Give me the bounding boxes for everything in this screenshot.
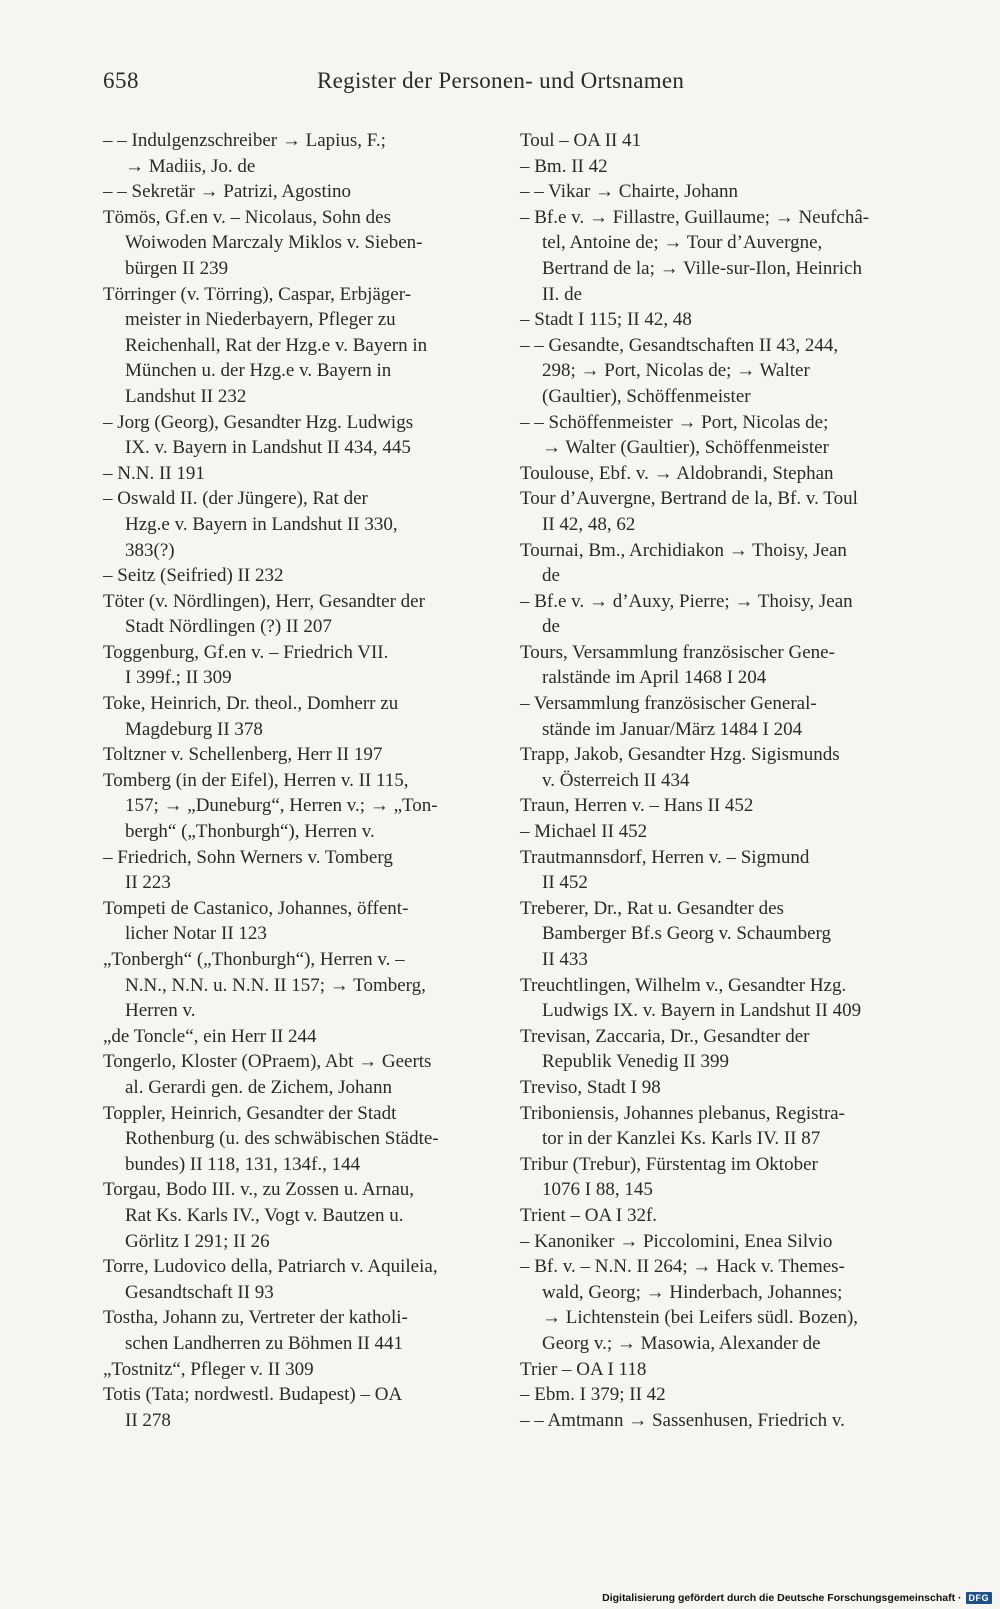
entry-line: Trevisan, Zaccaria, Dr., Gesandter der: [520, 1025, 810, 1047]
index-entry: [520, 461, 912, 487]
index-entry: [520, 640, 912, 691]
entry-line: Tömös, Gf.en v. – Nicolaus, Sohn des: [103, 206, 391, 228]
entry-line: Treviso, Stadt I 98: [520, 1076, 661, 1098]
entry-continuation-line: II 452: [542, 872, 588, 894]
index-entry: [520, 1203, 912, 1229]
entry-line: Törringer (v. Törring), Caspar, Erbjäger-: [103, 283, 412, 305]
index-entry: [520, 691, 912, 742]
entry-continuation-line: Görlitz I 291; II 26: [125, 1230, 270, 1252]
entry-line: – Bf.e v. → d’Auxy, Pierre; → Thoisy, Jean: [520, 590, 853, 612]
entry-line: – Friedrich, Sohn Werners v. Tomberg: [103, 846, 393, 868]
entry-line: Torgau, Bodo III. v., zu Zossen u. Arnau,: [103, 1179, 415, 1201]
entry-continuation-line: München u. der Hzg.e v. Bayern in: [125, 360, 392, 382]
entry-continuation-line: de: [542, 616, 560, 638]
entry-line: Toltzner v. Schellenberg, Herr II 197: [103, 744, 383, 766]
index-entry: [520, 793, 912, 819]
entry-continuation-line: Woiwoden Marczaly Miklos v. Sieben-: [125, 232, 423, 254]
entry-continuation-line: II 278: [125, 1409, 171, 1431]
entry-continuation-line: Stadt Nördlingen (?) II 207: [125, 616, 332, 638]
entry-continuation-line: Bamberger Bf.s Georg v. Schaumberg: [542, 923, 831, 945]
index-entry: [520, 1075, 912, 1101]
entry-continuation-line: 157; → „Duneburg“, Herren v.; → „Ton-: [125, 795, 438, 817]
entry-line: Treuchtlingen, Wilhelm v., Gesandter Hzg.: [520, 974, 847, 996]
index-column-left: [103, 128, 495, 1433]
entry-continuation-line: Rat Ks. Karls IV., Vogt v. Bautzen u.: [125, 1204, 404, 1226]
entry-line: – N.N. II 191: [103, 462, 205, 484]
entry-continuation-line: Herren v.: [125, 1000, 196, 1022]
entry-line: – – Gesandte, Gesandtschaften II 43, 244,: [520, 334, 839, 356]
entry-line: „de Toncle“, ein Herr II 244: [103, 1025, 317, 1047]
index-entry: [520, 1229, 912, 1255]
entry-line: Toke, Heinrich, Dr. theol., Domherr zu: [103, 693, 399, 715]
entry-line: Traun, Herren v. – Hans II 452: [520, 795, 754, 817]
entry-continuation-line: Republik Venedig II 399: [542, 1051, 729, 1073]
entry-continuation-line: Reichenhall, Rat der Hzg.e v. Bayern in: [125, 334, 428, 356]
entry-continuation-line: II 433: [542, 949, 588, 970]
index-entry: [520, 410, 912, 461]
entry-line: Tongerlo, Kloster (OPraem), Abt → Geerts: [103, 1051, 432, 1073]
index-entry: [103, 1305, 495, 1356]
index-entry: [520, 742, 912, 793]
entry-line: – – Indulgenzschreiber → Lapius, F.;: [103, 130, 386, 151]
entry-line: „Tostnitz“, Pfleger v. II 309: [103, 1358, 314, 1380]
index-entry: [520, 179, 912, 205]
index-entry: [103, 896, 495, 947]
index-entry: [520, 1024, 912, 1075]
entry-line: – Stadt I 115; II 42, 48: [520, 309, 692, 331]
index-entry: [103, 1382, 495, 1433]
entry-continuation-line: II 223: [125, 872, 171, 894]
index-entry: [103, 1101, 495, 1178]
entry-continuation-line: IX. v. Bayern in Landshut II 434, 445: [125, 437, 411, 459]
entry-line: Trient – OA I 32f.: [520, 1204, 658, 1226]
index-entry: [103, 640, 495, 691]
index-entry: [103, 282, 495, 410]
entry-line: – Oswald II. (der Jüngere), Rat der: [103, 488, 368, 510]
entry-continuation-line: bergh“ („Thonburgh“), Herren v.: [125, 821, 375, 843]
footer-text: Digitalisierung gefördert durch die Deutsche Forschungsgemeinschaft ·: [602, 1592, 962, 1604]
entry-line: Tostha, Johann zu, Vertreter der katholi-: [103, 1307, 408, 1329]
entry-continuation-line: I 399f.; II 309: [125, 667, 232, 689]
index-entry: [520, 1254, 912, 1356]
index-entry: [520, 154, 912, 180]
entry-continuation-line: (Gaultier), Schöffenmeister: [542, 385, 751, 407]
index-entry: [520, 333, 912, 410]
index-entry: [103, 1254, 495, 1305]
index-entry: [103, 461, 495, 487]
footer-credit: [602, 1590, 992, 1606]
index-entry: [103, 1177, 495, 1254]
entry-line: Torre, Ludovico della, Patriarch v. Aquileia,: [103, 1256, 438, 1278]
index-entry: [520, 973, 912, 1024]
entry-continuation-line: meister in Niederbayern, Pfleger zu: [125, 309, 396, 331]
entry-continuation-line: v. Österreich II 434: [542, 769, 690, 791]
entry-continuation-line: Landshut II 232: [125, 385, 247, 407]
entry-continuation-line: → Lichtenstein (bei Leifers südl. Bozen),: [542, 1307, 859, 1329]
page-header: [103, 68, 900, 104]
entry-continuation-line: 298; → Port, Nicolas de; → Walter: [542, 360, 810, 382]
index-entry: [520, 845, 912, 896]
index-entry: [103, 179, 495, 205]
index-entry: [520, 1152, 912, 1203]
entry-line: Totis (Tata; nordwestl. Budapest) – OA: [103, 1384, 403, 1406]
index-entry: [103, 205, 495, 282]
entry-line: Toulouse, Ebf. v. → Aldobrandi, Stephan: [520, 462, 834, 484]
entry-continuation-line: Georg v.; → Masowia, Alexander de: [542, 1332, 821, 1354]
entry-line: – – Amtmann → Sassenhusen, Friedrich v.: [520, 1409, 845, 1431]
index-entry: [103, 768, 495, 845]
entry-line: – Jorg (Georg), Gesandter Hzg. Ludwigs: [103, 411, 414, 433]
index-entry: [103, 486, 495, 563]
index-entry: [520, 589, 912, 640]
dfg-logo: DFG: [966, 1592, 993, 1604]
entry-continuation-line: Hzg.e v. Bayern in Landshut II 330,: [125, 513, 398, 535]
entry-continuation-line: stände im Januar/März 1484 I 204: [542, 718, 803, 740]
entry-line: Tournai, Bm., Archidiakon → Thoisy, Jean: [520, 539, 847, 561]
index-entry: [520, 128, 912, 154]
running-title: Register der Personen- und Ortsnamen: [317, 68, 685, 93]
entry-line: Trautmannsdorf, Herren v. – Sigmund: [520, 846, 810, 868]
entry-continuation-line: → Walter (Gaultier), Schöffenmeister: [542, 437, 829, 459]
index-entry: [520, 205, 912, 307]
entry-line: – Bf.e v. → Fillastre, Guillaume; → Neufchâ-: [520, 206, 870, 228]
index-entry: [520, 1357, 912, 1383]
index-entry: [103, 410, 495, 461]
entry-line: „Tonbergh“ („Thonburgh“), Herren v. –: [103, 949, 405, 970]
index-entry: [103, 563, 495, 589]
index-column-right: [520, 128, 912, 1433]
entry-continuation-line: al. Gerardi gen. de Zichem, Johann: [125, 1076, 392, 1098]
entry-line: Tomberg (in der Eifel), Herren v. II 115,: [103, 769, 409, 791]
entry-continuation-line: tel, Antoine de; → Tour d’Auvergne,: [542, 232, 823, 254]
entry-line: Tour d’Auvergne, Bertrand de la, Bf. v. Toul: [520, 488, 858, 510]
entry-continuation-line: Ludwigs IX. v. Bayern in Landshut II 409: [542, 1000, 862, 1022]
entry-line: Trapp, Jakob, Gesandter Hzg. Sigismunds: [520, 744, 840, 766]
entry-continuation-line: licher Notar II 123: [125, 923, 267, 945]
entry-continuation-line: 1076 I 88, 145: [542, 1179, 653, 1201]
entry-continuation-line: Magdeburg II 378: [125, 718, 263, 740]
entry-continuation-line: ralstände im April 1468 I 204: [542, 667, 767, 689]
entry-continuation-line: II 42, 48, 62: [542, 513, 636, 535]
entry-line: – – Schöffenmeister → Port, Nicolas de;: [520, 411, 829, 433]
entry-continuation-line: de: [542, 565, 560, 587]
entry-line: – Bf. v. – N.N. II 264; → Hack v. Themes-: [520, 1256, 845, 1278]
index-entry: [103, 128, 495, 179]
entry-line: Toppler, Heinrich, Gesandter der Stadt: [103, 1102, 397, 1124]
entry-continuation-line: bürgen II 239: [125, 257, 229, 279]
entry-continuation-line: N.N., N.N. u. N.N. II 157; → Tomberg,: [125, 974, 426, 996]
entry-line: Treberer, Dr., Rat u. Gesandter des: [520, 897, 784, 919]
index-entry: [103, 1049, 495, 1100]
entry-continuation-line: Rothenburg (u. des schwäbischen Städte-: [125, 1128, 439, 1150]
entry-line: – Michael II 452: [520, 821, 648, 843]
index-entry: [103, 947, 495, 1024]
entry-line: – – Vikar → Chairte, Johann: [520, 181, 739, 203]
entry-continuation-line: Gesandtschaft II 93: [125, 1281, 274, 1303]
index-entry: [103, 1357, 495, 1383]
entry-line: – Versammlung französischer General-: [520, 693, 817, 715]
entry-line: – Ebm. I 379; II 42: [520, 1384, 666, 1406]
entry-line: Trier – OA I 118: [520, 1358, 647, 1380]
entry-line: Triboniensis, Johannes plebanus, Registra-: [520, 1102, 845, 1124]
entry-continuation-line: 383(?): [125, 539, 175, 561]
entry-continuation-line: schen Landherren zu Böhmen II 441: [125, 1332, 404, 1354]
entry-line: Tribur (Trebur), Fürstentag im Oktober: [520, 1153, 818, 1175]
index-entry: [520, 896, 912, 973]
entry-continuation-line: → Madiis, Jo. de: [125, 155, 256, 177]
index-entry: [103, 589, 495, 640]
entry-line: Tours, Versammlung französischer Gene-: [520, 641, 835, 663]
index-entry: [103, 742, 495, 768]
entry-line: – – Sekretär → Patrizi, Agostino: [103, 181, 352, 203]
entry-line: Tompeti de Castanico, Johannes, öffent-: [103, 897, 409, 919]
entry-continuation-line: wald, Georg; → Hinderbach, Johannes;: [542, 1281, 843, 1303]
entry-continuation-line: bundes) II 118, 131, 134f., 144: [125, 1153, 361, 1175]
index-entry: [103, 1024, 495, 1050]
index-entry: [520, 819, 912, 845]
index-entry: [520, 1101, 912, 1152]
entry-line: – Kanoniker → Piccolomini, Enea Silvio: [520, 1230, 833, 1252]
index-entry: [520, 1408, 912, 1434]
index-entry: [520, 486, 912, 537]
page-number: 658: [103, 68, 139, 93]
entry-line: – Bm. II 42: [520, 155, 608, 177]
entry-continuation-line: Bertrand de la; → Ville-sur-Ilon, Heinrich: [542, 257, 862, 279]
entry-continuation-line: tor in der Kanzlei Ks. Karls IV. II 87: [542, 1128, 821, 1150]
index-entry: [103, 845, 495, 896]
index-entry: [103, 691, 495, 742]
entry-line: – Seitz (Seifried) II 232: [103, 565, 284, 587]
entry-continuation-line: II. de: [542, 283, 583, 305]
index-entry: [520, 538, 912, 589]
index-entry: [520, 307, 912, 333]
entry-line: Töter (v. Nördlingen), Herr, Gesandter der: [103, 590, 425, 612]
entry-line: Toul – OA II 41: [520, 130, 642, 151]
index-entry: [520, 1382, 912, 1408]
entry-line: Toggenburg, Gf.en v. – Friedrich VII.: [103, 641, 389, 663]
